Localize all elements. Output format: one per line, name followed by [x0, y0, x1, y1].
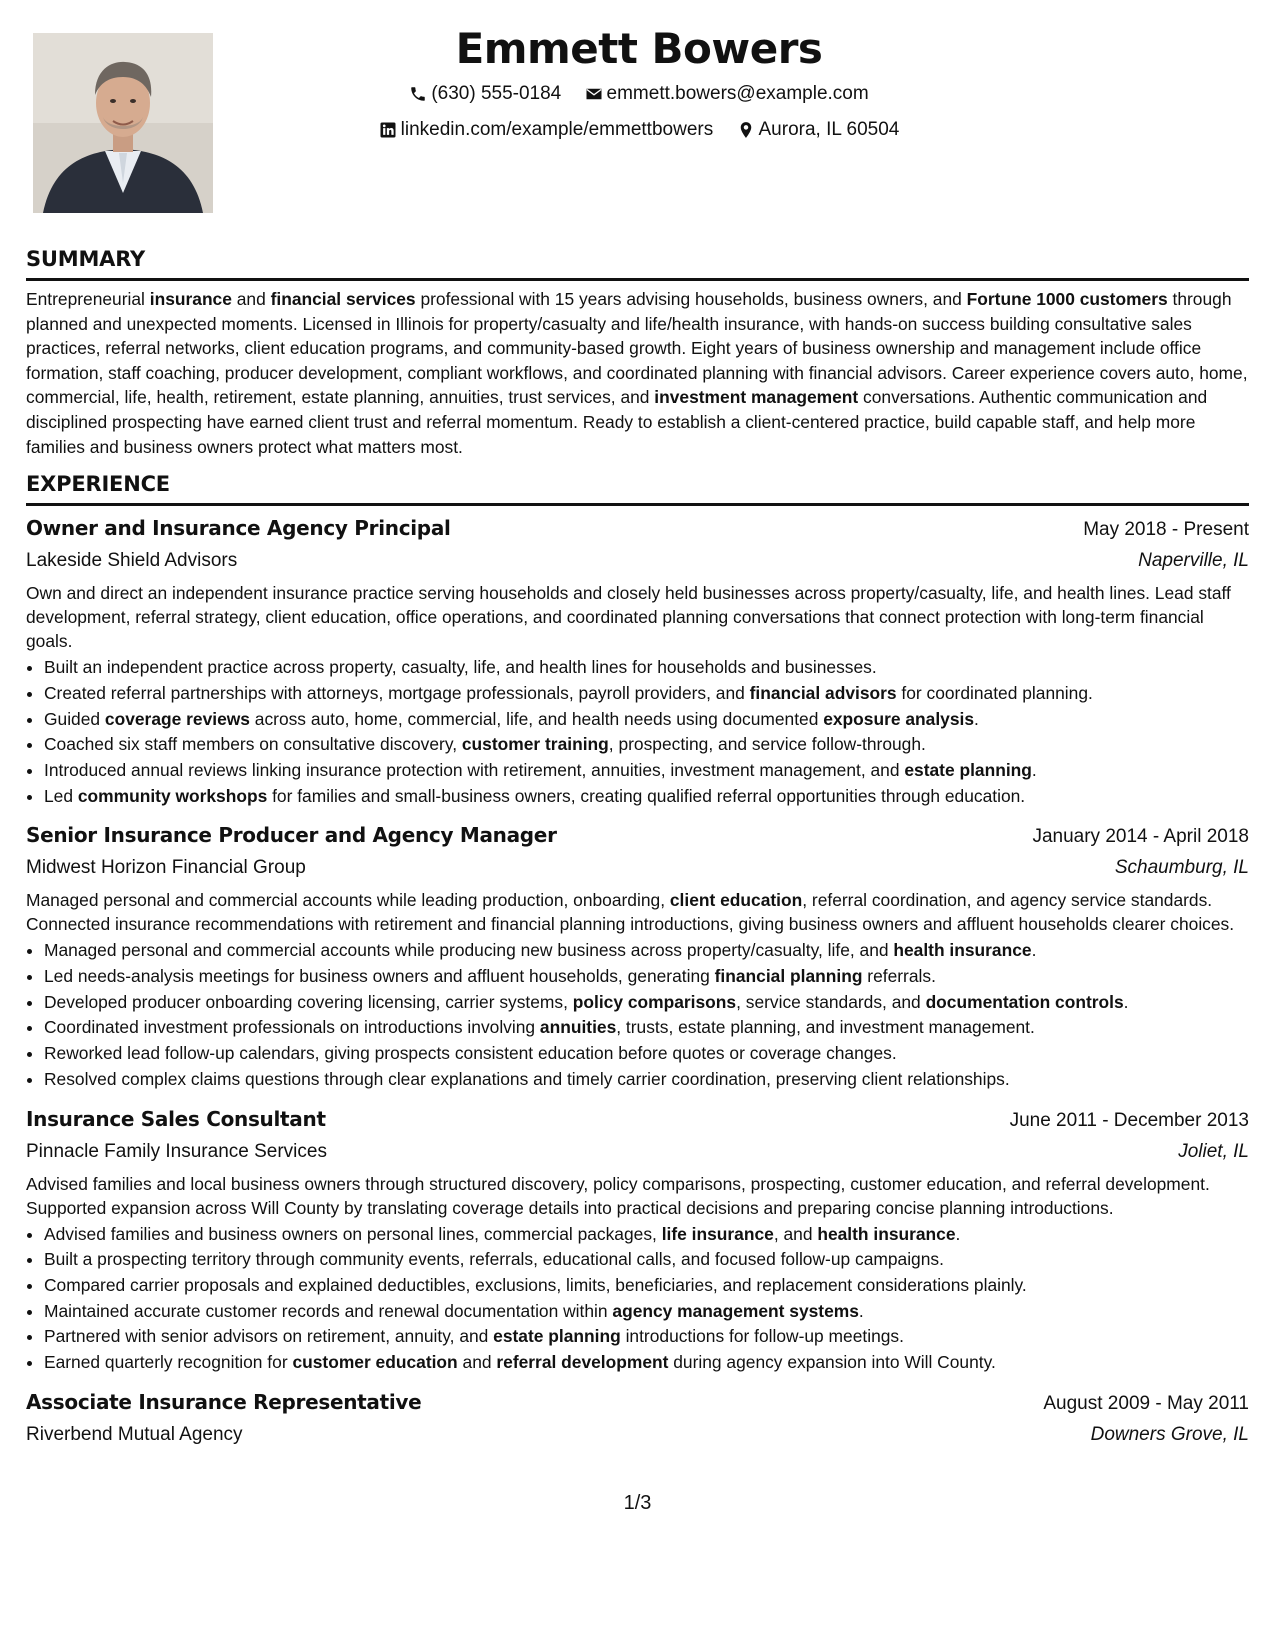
envelope-icon: [585, 85, 603, 103]
summary-text: Entrepreneurial insurance and financial services professional with 15 years advising households, business owners, and Fortune 1000 customers through planned and unexpected moments. Licensed in Illinois for property/casualty and life/health insurance, with hands-on success building consultative sales practices, referral networks, client education programs, and community-based growth. Eight years of business ownership and management include office formation, staff coaching, producer development, compliant workflows, and coordinated planning with financial advisors. Career experience covers auto, home, commercial, life, health, retirement, estate planning, annuities, trust services, and investment management conversations. Authentic communication and disciplined prospecting have earned client trust and referral momentum. Ready to establish a client-centered practice, build capable staff, and help more families and business owners protect what matters most.: [26, 289, 1248, 457]
location-contact: [737, 114, 900, 146]
linkedin-contact[interactable]: [379, 114, 714, 146]
company-name: Pinnacle Family Insurance Services: [26, 1140, 327, 1162]
achievement-item: • Led community workshops for families and small-business owners, creating qualified referral opportunities through education.: [44, 784, 1249, 810]
company-name: Midwest Horizon Financial Group: [26, 857, 306, 879]
emphasized-keyword: annuities: [539, 1017, 617, 1038]
job-company-row: [26, 853, 1249, 883]
company-name: Lakeside Shield Advisors: [26, 550, 238, 572]
emphasized-keyword: referral development: [496, 1352, 669, 1373]
section-divider: [26, 278, 1249, 281]
job-company-row: [26, 1137, 1249, 1167]
emphasized-keyword: agency management systems: [612, 1300, 859, 1321]
portrait-image: [33, 33, 213, 213]
company-name: Riverbend Mutual Agency: [26, 1423, 243, 1445]
job-company-row: [26, 1420, 1249, 1450]
email-address: emmett.bowers@example.com: [606, 83, 869, 104]
job-title-row: [26, 512, 1249, 546]
section-divider: [26, 503, 1249, 506]
candidate-name: Emmett Bowers: [455, 24, 823, 73]
job-title-row: [26, 1103, 1249, 1137]
job-location: Naperville, IL: [1138, 550, 1249, 572]
achievement-item: • Created referral partnerships with attorneys, mortgage professionals, payroll providers, and financial advisors for coordinated planning.: [44, 681, 1249, 707]
job-description: Advised families and local business owners through structured discovery, policy comparisons, prospecting, customer education, and referral development. Supported expansion across Will County by translating coverage details into practical decisions and preparing concise planning introductions.: [26, 1173, 1210, 1218]
linkedin-icon: [379, 121, 397, 139]
emphasized-keyword: customer training: [461, 734, 609, 755]
job-title-row: [26, 819, 1249, 853]
achievement-item: • Reworked lead follow-up calendars, giving prospects consistent education before quotes or coverage changes.: [44, 1041, 1249, 1067]
job-entry: [26, 819, 1249, 1092]
job-title-row: [26, 1386, 1249, 1420]
emphasized-keyword: health insurance: [893, 940, 1032, 961]
job-location: Schaumburg, IL: [1114, 857, 1249, 879]
job-location: Joliet, IL: [1178, 1140, 1249, 1162]
linkedin-url: linkedin.com/example/emmettbowers: [400, 119, 714, 140]
emphasized-keyword: insurance: [149, 289, 232, 309]
phone-icon: [409, 85, 427, 103]
achievement-item: • Partnered with senior advisors on retirement, annuity, and estate planning introductions for follow-up meetings.: [44, 1324, 1249, 1350]
emphasized-keyword: Fortune 1000 customers: [966, 289, 1168, 309]
job-title: Senior Insurance Producer and Agency Manager: [26, 823, 557, 848]
job-entry: [26, 1386, 1249, 1450]
achievement-item: • Managed personal and commercial accounts while producing new business across property/casualty, life, and health insurance.: [44, 938, 1249, 964]
job-title: Associate Insurance Representative: [26, 1389, 422, 1414]
header: [213, 20, 1065, 150]
achievement-item: • Compared carrier proposals and explained deductibles, exclusions, limits, beneficiaries, and replacement considerations plainly.: [44, 1273, 1249, 1299]
job-dates: May 2018 - Present: [1083, 519, 1249, 541]
achievement-list: [26, 1222, 1249, 1376]
job-description: Managed personal and commercial accounts while leading production, onboarding, client education, referral coordination, and agency service standards. Connected insurance recommendations with retirement and financial planning introductions, giving business owners and affluent households clearer choices.: [26, 890, 1235, 935]
achievement-item: • Built a prospecting territory through community events, referrals, educational calls, and focused follow-up campaigns.: [44, 1247, 1249, 1273]
summary-heading: SUMMARY: [26, 247, 146, 271]
email-contact[interactable]: [585, 78, 869, 110]
emphasized-keyword: coverage reviews: [104, 708, 250, 729]
job-dates: August 2009 - May 2011: [1043, 1392, 1249, 1414]
contact-line-1: [213, 78, 1065, 114]
job-company-row: [26, 546, 1249, 576]
emphasized-keyword: estate planning: [904, 759, 1032, 780]
phone-contact[interactable]: [409, 78, 561, 110]
emphasized-keyword: estate planning: [493, 1326, 621, 1347]
contact-line-2: [213, 114, 1065, 150]
profile-photo: [33, 33, 213, 213]
achievement-list: [26, 938, 1249, 1092]
emphasized-keyword: documentation controls: [925, 991, 1124, 1012]
achievement-item: • Guided coverage reviews across auto, home, commercial, life, and health needs using documented exposure analysis.: [44, 707, 1249, 733]
achievement-item: • Earned quarterly recognition for customer education and referral development during agency expansion into Will County.: [44, 1350, 1249, 1376]
job-description: Own and direct an independent insurance practice serving households and closely held businesses across property/casualty, life, and health lines. Lead staff development, referral strategy, client education, office operations, and coordinated planning conversations that connect protection with long-term financial goals.: [26, 583, 1231, 652]
job-title: Owner and Insurance Agency Principal: [26, 516, 451, 541]
achievement-item: • Coordinated investment professionals on introductions involving annuities, trusts, estate planning, and investment management.: [44, 1015, 1249, 1041]
resume-content: [26, 244, 1249, 1460]
location-text: Aurora, IL 60504: [758, 119, 900, 140]
emphasized-keyword: client education: [669, 890, 803, 911]
emphasized-keyword: financial services: [270, 289, 416, 309]
achievement-item: • Coached six staff members on consultative discovery, customer training, prospecting, and service follow-through.: [44, 732, 1249, 758]
achievement-item: • Built an independent practice across property, casualty, life, and health lines for households and businesses.: [44, 655, 1249, 681]
emphasized-keyword: health insurance: [817, 1223, 956, 1244]
achievement-item: • Introduced annual reviews linking insurance protection with retirement, annuities, investment management, and estate planning.: [44, 758, 1249, 784]
emphasized-keyword: investment management: [654, 387, 859, 408]
achievement-item: • Resolved complex claims questions through clear explanations and timely carrier coordination, preserving client relationships.: [44, 1067, 1249, 1093]
achievement-list: [26, 655, 1249, 809]
emphasized-keyword: customer education: [292, 1352, 458, 1373]
emphasized-keyword: financial advisors: [749, 682, 897, 703]
emphasized-keyword: life insurance: [661, 1223, 774, 1244]
emphasized-keyword: exposure analysis: [823, 708, 975, 729]
emphasized-keyword: community workshops: [77, 785, 268, 806]
emphasized-keyword: policy comparisons: [572, 991, 737, 1012]
map-pin-icon: [737, 121, 755, 139]
phone-number: (630) 555-0184: [431, 83, 562, 104]
achievement-item: • Maintained accurate customer records and renewal documentation within agency management systems.: [44, 1299, 1249, 1325]
achievement-item: • Advised families and business owners on personal lines, commercial packages, life insurance, and health insurance.: [44, 1222, 1249, 1248]
experience-heading: EXPERIENCE: [26, 472, 170, 497]
achievement-item: • Led needs-analysis meetings for business owners and affluent households, generating financial planning referrals.: [44, 964, 1249, 990]
achievement-item: • Developed producer onboarding covering licensing, carrier systems, policy comparisons, service standards, and documentation controls.: [44, 990, 1249, 1016]
job-entry: [26, 512, 1249, 809]
job-location: Downers Grove, IL: [1090, 1423, 1249, 1445]
job-title: Insurance Sales Consultant: [26, 1106, 326, 1131]
job-entry: [26, 1103, 1249, 1376]
job-dates: January 2014 - April 2018: [1032, 826, 1249, 848]
experience-list: [26, 512, 1249, 1450]
emphasized-keyword: financial planning: [714, 966, 863, 987]
page-number: 1/3: [623, 1492, 652, 1514]
job-dates: June 2011 - December 2013: [1009, 1109, 1249, 1131]
